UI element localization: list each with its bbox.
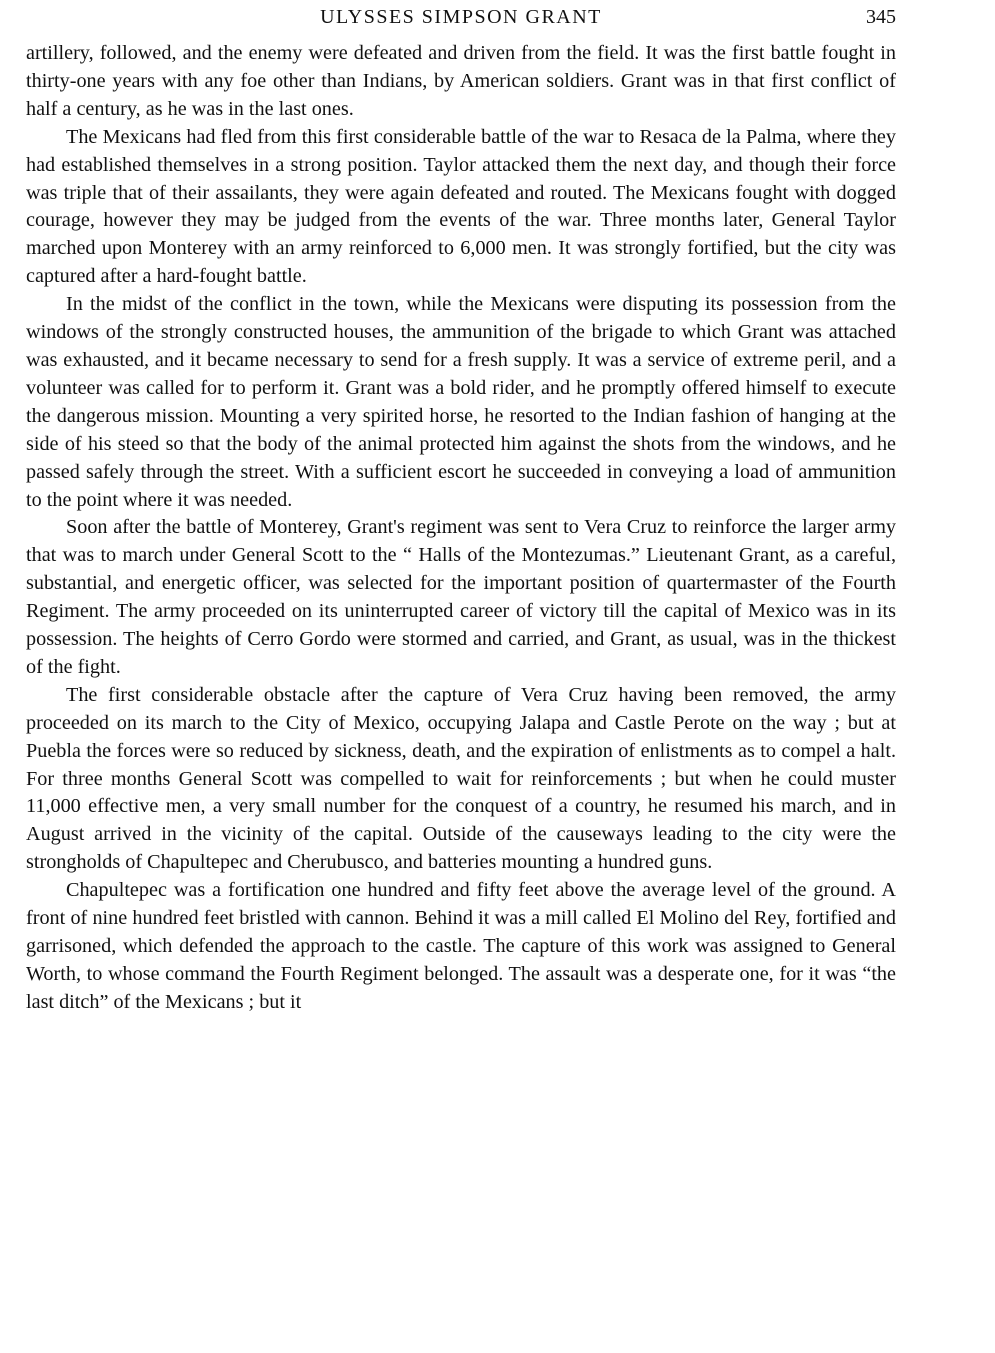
running-title: ULYSSES SIMPSON GRANT <box>320 6 602 28</box>
paragraph-3: In the midst of the conflict in the town, while the Mexicans were disputing its possession from the windows of the strongly constructed houses, the ammunition of the brigade to which Grant was attached was exhausted, and it became necessary to send for a fresh supply. It was a service of extreme peril, and a volunteer was called for to perform it. Grant was a bold rider, and he promptly offered himself to execute the dangerous mission. Mounting a very spirited horse, he resorted to the Indian fashion of hanging at the side of his steed so that the body of the animal protected him against the shots from the windows, and he passed safely through the street. With a sufficient escort he succeeded in conveying a load of ammunition to the point where it was needed. <box>26 293 896 511</box>
book-page <box>26 0 896 1017</box>
paragraph-6: Chapultepec was a fortification one hundred and fifty feet above the average level of the ground. A front of nine hundred feet bristled with cannon. Behind it was a mill called El Molino del Rey, fortified and garrisoned, which defended the approach to the castle. The capture of this work was assigned to General Worth, to whose command the Fourth Regiment belonged. The assault was a desperate one, for it was “the last ditch” of the Mexicans ; but it <box>26 879 896 1013</box>
page-number: 345 <box>866 6 896 28</box>
paragraph-4: Soon after the battle of Monterey, Grant's regiment was sent to Vera Cruz to reinforce the larger army that was to march under General Scott to the “ Halls of the Montezumas.” Lieutenant Grant, as a careful, substantial, and energetic officer, was selected for the important position of quartermaster of the Fourth Regiment. The army proceeded on its uninterrupted career of victory till the capital of Mexico was in its possession. The heights of Cerro Gordo were stormed and carried, and Grant, as usual, was in the thickest of the fight. <box>26 516 896 678</box>
running-header <box>26 0 896 40</box>
paragraph-5: The first considerable obstacle after the capture of Vera Cruz having been removed, the army proceeded on its march to the City of Mexico, occupying Jalapa and Castle Perote on the way ; but at Puebla the forces were so reduced by sickness, death, and the expiration of enlistments as to compel a halt. For three months General Scott was compelled to wait for reinforcements ; but when he could muster 11,000 effective men, a very small number for the conquest of a country, he resumed his march, and in August arrived in the vicinity of the capital. Outside of the causeways leading to the city were the strongholds of Chapultepec and Cherubusco, and batteries mounting a hundred guns. <box>26 683 896 874</box>
body-text <box>26 40 896 1017</box>
paragraph-2: The Mexicans had fled from this first considerable battle of the war to Resaca de la Palma, where they had established themselves in a strong position. Taylor attacked them the next day, and though their force was triple that of their assailants, they were again defeated and routed. The Mexicans fought with dogged courage, however they may be judged from the events of the war. Three months later, General Taylor marched upon Monterey with an army reinforced to 6,000 men. It was strongly fortified, but the city was captured after a hard-fought battle. <box>26 125 896 288</box>
paragraph-1: artillery, followed, and the enemy were defeated and driven from the field. It was the first battle fought in thirty-one years with any foe other than Indians, by American soldiers. Grant was in that first conflict of half a century, as he was in the last ones. <box>26 42 896 120</box>
